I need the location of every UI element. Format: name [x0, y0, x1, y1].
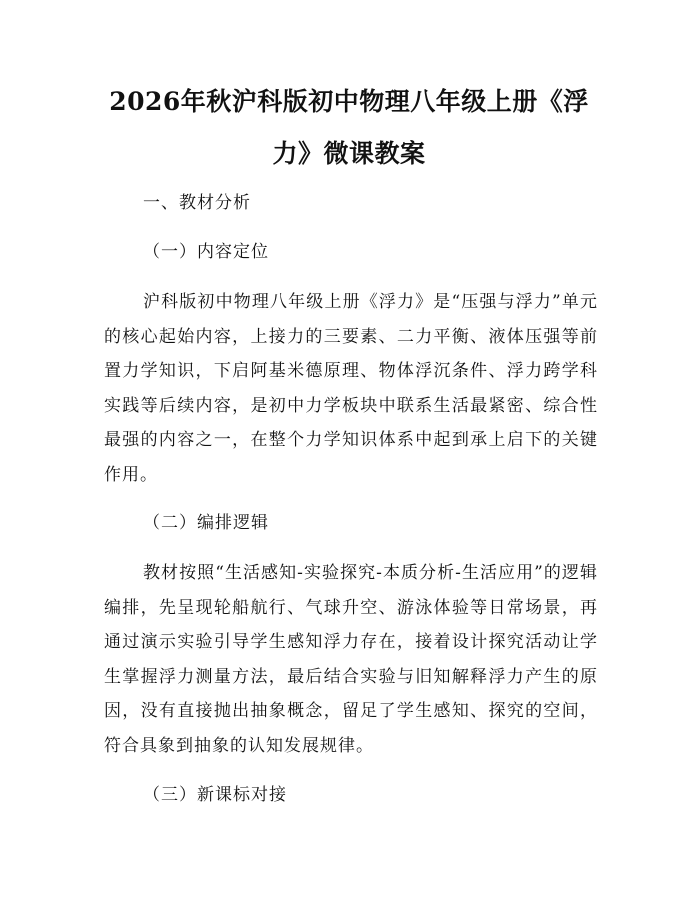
subsection-heading-arrangement-logic: （二）编排逻辑 — [143, 513, 269, 533]
subsection-heading-content-position: （一）内容定位 — [143, 242, 269, 262]
paragraph-content-position: 沪科版初中物理八年级上册《浮力》是“压强与浮力”单元的核心起始内容，上接力的三要素、二力平衡、液体压强等前置力学知识，下启阿基米德原理、物体浮沉条件、浮力跨学科实践等后续内容，是初中力学板块中联系生活最紧密、综合性最强的内容之一，在整个力学知识体系中起到承上启下的关键作用。 — [104, 292, 598, 485]
section-heading-textbook-analysis: 一、教材分析 — [143, 193, 251, 213]
paragraph-arrangement-logic: 教材按照“生活感知-实验探究-本质分析-生活应用”的逻辑编排，先呈现轮船航行、气球升空、游泳体验等日常场景，再通过演示实验引导学生感知浮力存在，接着设计探究活动让学生掌握浮力测量方法，最后结合实验与旧知解释浮力产生的原因，没有直接抛出抽象概念，留足了学生感知、探究的空间，符合具象到抽象的认知发展规律。 — [104, 563, 598, 756]
subsection-heading-curriculum-standard: （三）新课标对接 — [143, 785, 287, 805]
document-title: 2026年秋沪科版初中物理八年级上册《浮力》微课教案 — [109, 87, 589, 168]
